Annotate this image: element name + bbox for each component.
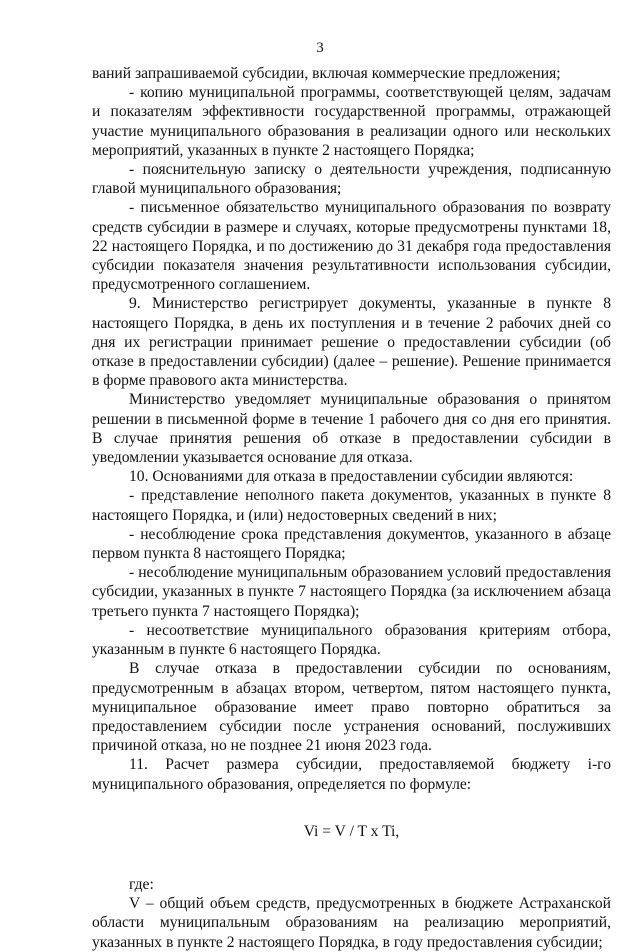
list-item-incomplete-package: - представление неполного пакета документов, указанных в пункте 8 настоящего Порядка, и (или) недостоверных сведений в них; — [92, 487, 611, 524]
paragraph-clause-9: 9. Министерство регистрирует документы, указанные в пункте 8 настоящего Порядка, в день их поступления и в течение 2 рабочих дней со дня их регистрации принимает решение о предоставлении субсидии (об отказе в предоставлении субсидии) (далее – решение). Решение принимается в форме правового акта министерства. — [92, 295, 611, 390]
paragraph-notification: Министерство уведомляет муниципальные образования о принятом решении в письменной форме в течение 1 рабочего дня со дня его принятия. В случае принятия решения об отказе в предоставлении субсидии в уведомлении указывается основание для отказа. — [92, 391, 611, 467]
document-body — [92, 64, 611, 952]
list-item-program-copy: - копию муниципальной программы, соответствующей целям, задачам и показателям эффективности государственной программы, отражающей участие муниципального образования в реализации одного или нескольких мероприятий, указанных в пункте 2 настоящего Порядка; — [92, 84, 611, 159]
definition-v: V – общий объем средств, предусмотренных в бюджете Астраханской области муниципальным образованиям на реализацию мероприятий, указанных в пункте 2 настоящего Порядка, в году предоставления субсидии; — [92, 895, 611, 951]
paragraph-clause-10: 10. Основаниями для отказа в предоставлении субсидии являются: — [129, 468, 574, 486]
where-label: где: — [129, 875, 154, 893]
paragraph-reapplication: В случае отказа в предоставлении субсидии по основаниям, предусмотренным в абзацах втором, четвертом, пятом настоящего пункта, муниципальное образование имеет право повторно обратиться за предоставлением субсидии после устранения оснований, послуживших причиной отказа, но не позднее 21 июня 2023 года. — [92, 660, 611, 755]
page-number: 3 — [316, 40, 324, 56]
list-item-conditions-violation: - несоблюдение муниципальным образованием условий предоставления субсидии, указанных в пункте 7 настоящего Порядка (за исключением абзаца третьего пункта 7 настоящего Порядка); — [92, 564, 611, 620]
paragraph-clause-11: 11. Расчет размера субсидии, предоставляемой бюджету i-го муниципального образования, определяется по формуле: — [92, 756, 611, 793]
subsidy-formula: Vi = V / T x Ti, — [303, 822, 400, 840]
list-item-written-obligation: - письменное обязательство муниципального образования по возврату средств субсидии в размере и случаях, которые предусмотрены пунктами 18, 22 настоящего Порядка, и по достижению до 31 декабря года предоставления субсидии показателя значения результативности использования субсидии, предусмотренного соглашением. — [92, 199, 611, 294]
list-item-deadline-violation: - несоблюдение срока представления документов, указанного в абзаце первом пункта 8 настоящего Порядка; — [92, 525, 611, 563]
paragraph-continuation: ваний запрашиваемой субсидии, включая коммерческие предложения; — [92, 65, 561, 82]
list-item-criteria-mismatch: - несоответствие муниципального образования критериям отбора, указанным в пункте 6 настоящего Порядка. — [92, 621, 611, 659]
list-item-explanatory-note: - пояснительную записку о деятельности учреждения, подписанную главой муниципального образования; — [92, 161, 611, 198]
